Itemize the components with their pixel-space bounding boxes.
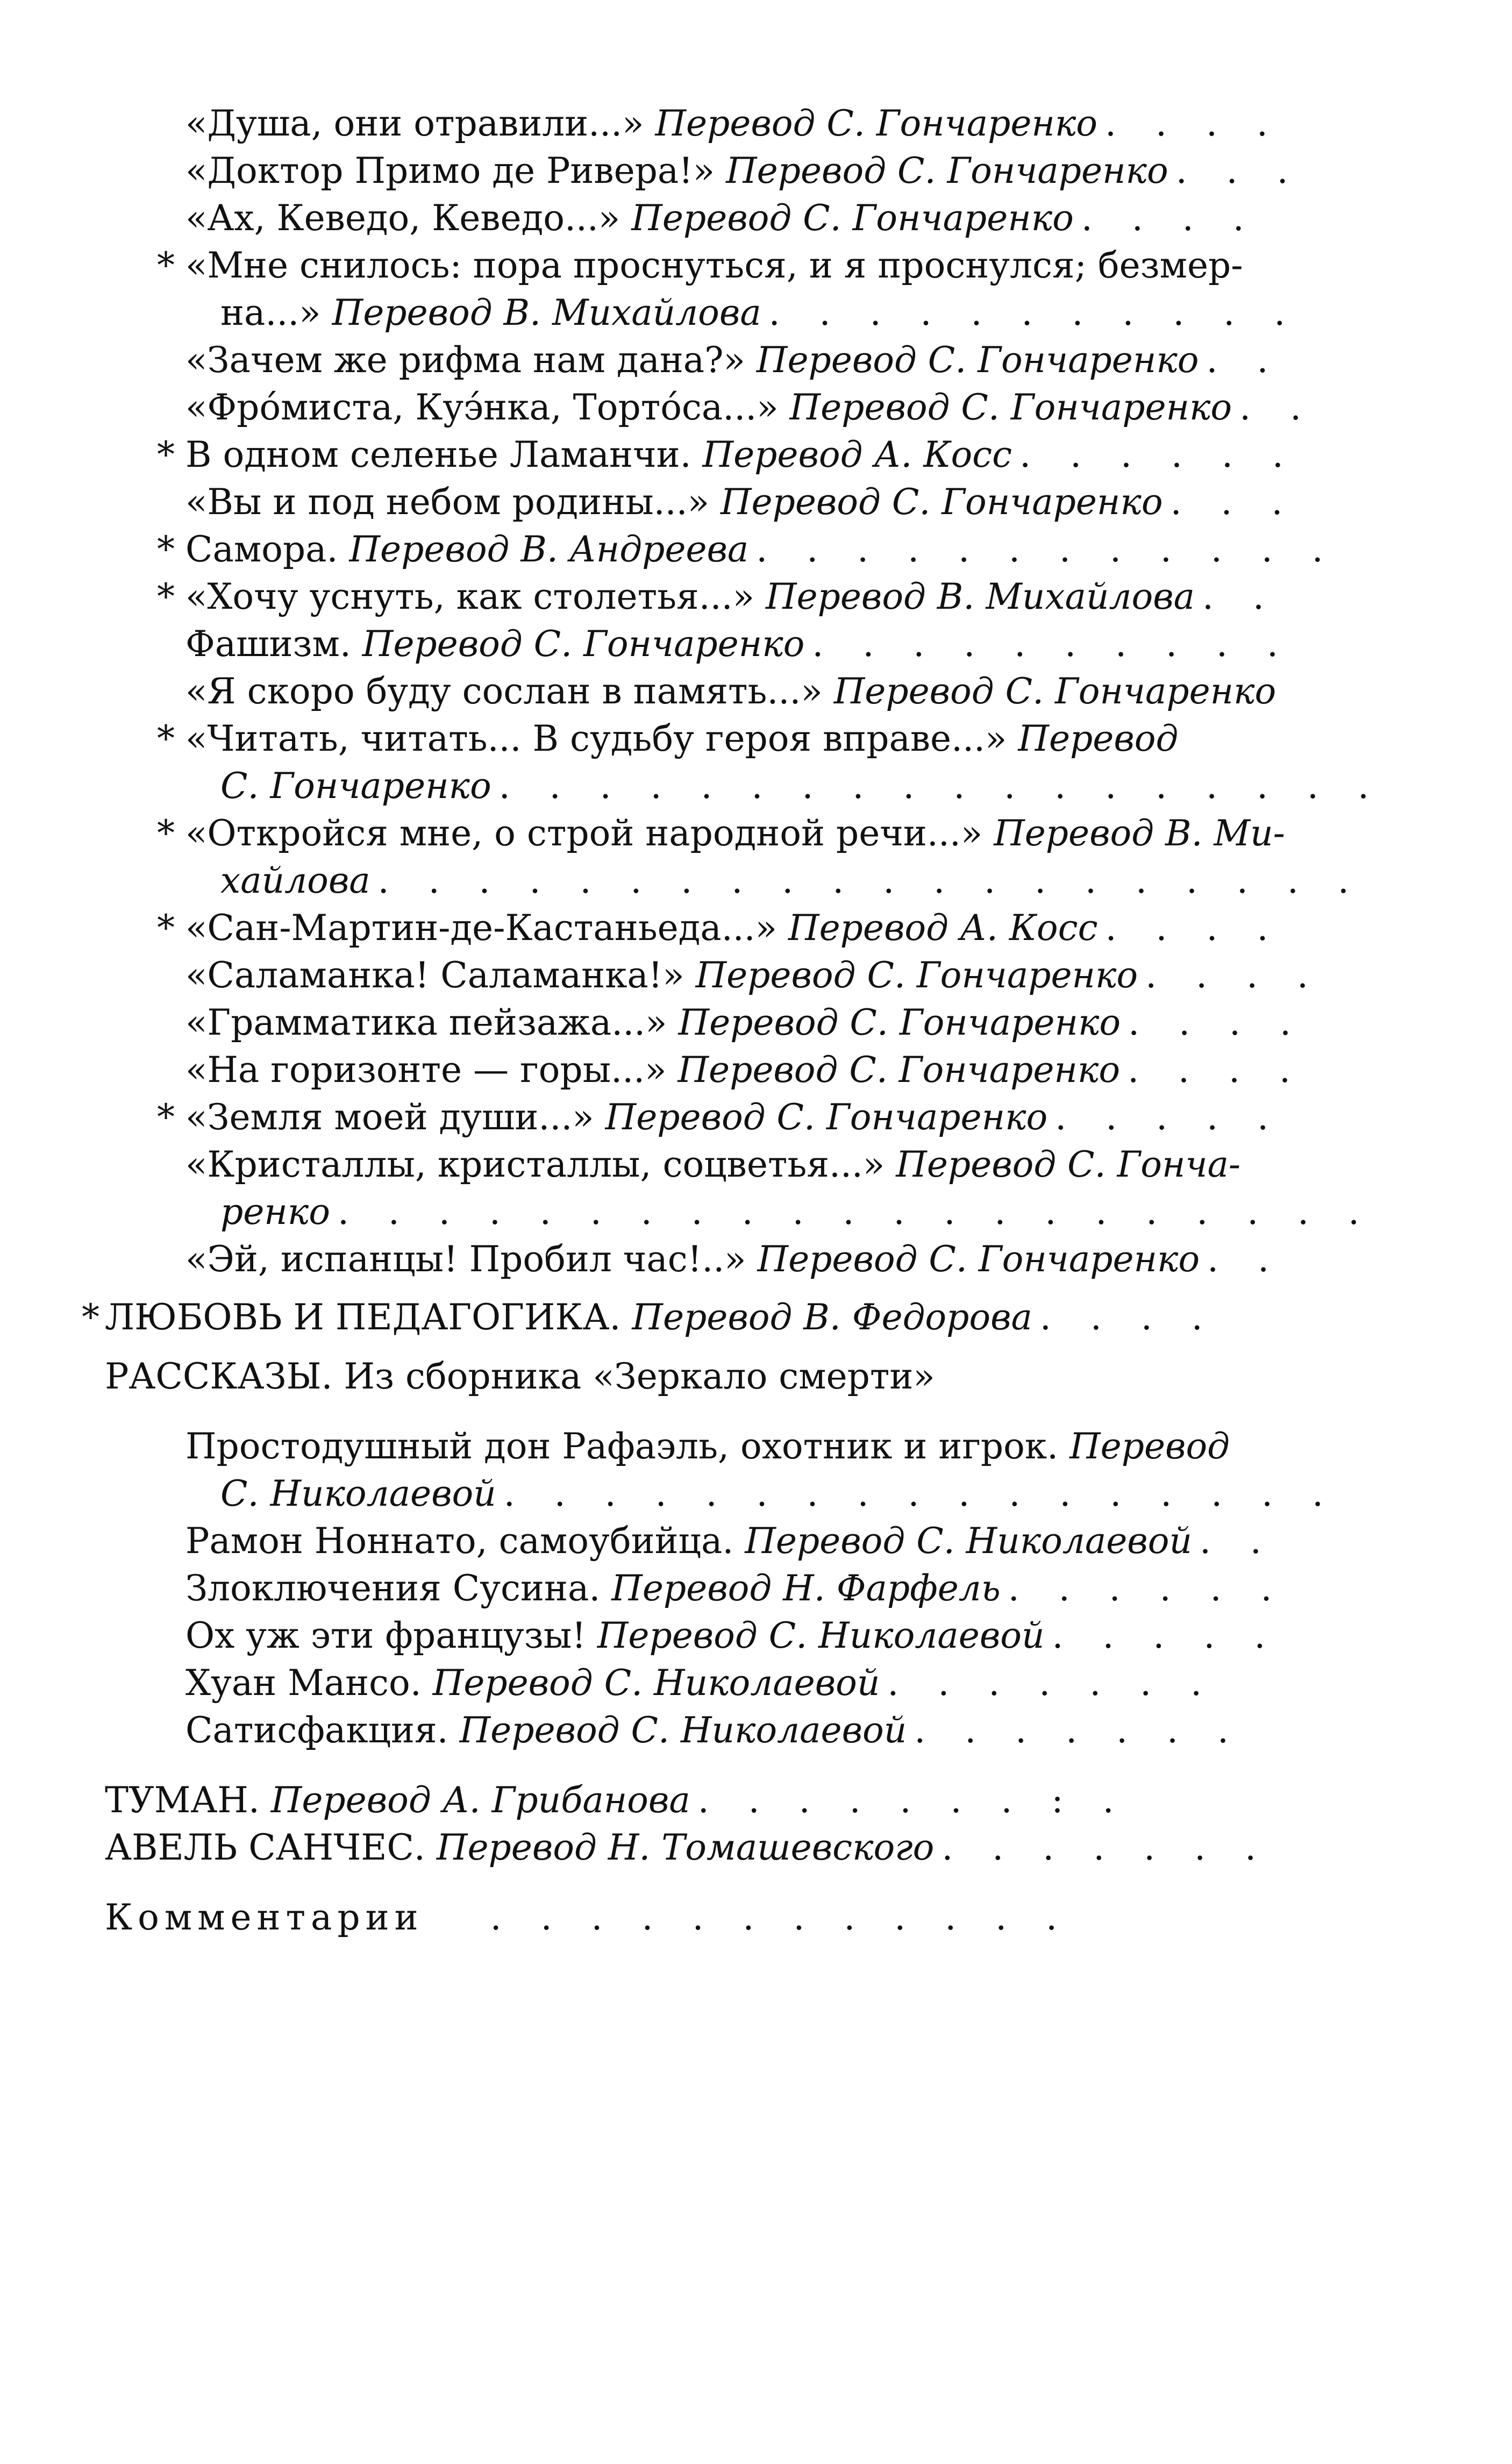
entry-translator: Перевод С. Гончаренко	[833, 671, 1276, 712]
section-title: ЛЮБОВЬ И ПЕДАГОГИКА.	[105, 1297, 632, 1338]
dot-leader: . .	[1202, 576, 1278, 617]
asterisk-marker: *	[157, 245, 175, 286]
toc-entry-continuation[interactable]	[220, 1472, 1338, 1515]
toc-entry[interactable]	[186, 1425, 1290, 1468]
entry-translator: Перевод В. Михайлова	[332, 292, 761, 333]
toc-entry[interactable]	[157, 528, 1337, 571]
section-title: РАССКАЗЫ. Из сборника «Зеркало смерти»	[105, 1356, 935, 1397]
toc-entry[interactable]	[186, 1614, 1290, 1657]
dot-leader: . . . . . . . . . .	[812, 623, 1292, 665]
toc-entry[interactable]	[186, 1049, 1304, 1092]
entry-translator: Перевод А. Косс	[788, 907, 1098, 949]
toc-entry-continuation[interactable]	[220, 1191, 1374, 1234]
asterisk-marker: *	[157, 813, 175, 854]
entry-translator: Перевод С. Николаевой	[432, 1662, 880, 1704]
dot-leader: . .	[1239, 387, 1316, 428]
entry-title: Простодушный дон Рафаэль, охотник и игрок.	[186, 1426, 1070, 1467]
entry-translator: Перевод С. Гончаренко	[677, 1049, 1121, 1091]
entry-title: Хуан Мансо.	[186, 1662, 433, 1704]
toc-entry[interactable]	[157, 812, 1290, 855]
toc-entry[interactable]	[186, 1143, 1290, 1186]
entry-title: «Читать, читать... В судьбу героя вправе...»	[186, 718, 1018, 759]
toc-entry[interactable]	[186, 102, 1290, 145]
asterisk-marker: *	[157, 434, 175, 475]
entry-translator: Перевод С. Николаевой	[459, 1710, 907, 1751]
dot-leader: . . . . . . . . . . . .	[490, 1897, 1072, 1938]
entry-title: «Вы и под небом родины...»	[186, 481, 721, 523]
entry-translator: Перевод В. Ми-	[994, 813, 1285, 854]
toc-entry-continuation[interactable]	[220, 859, 1363, 902]
asterisk-marker: *	[157, 907, 175, 949]
toc-entry-continuation[interactable]	[220, 765, 1383, 808]
toc-entry[interactable]	[186, 1520, 1290, 1563]
dot-leader: . . . . . . . . . . . .	[756, 529, 1337, 570]
entry-title: Сатисфакция.	[186, 1710, 460, 1751]
entry-translator: Перевод В. Федорова	[632, 1297, 1032, 1338]
toc-section-fog[interactable]	[105, 1779, 1290, 1822]
entry-translator: Перевод С. Гончаренко	[678, 1002, 1121, 1043]
entry-title: Ох уж эти французы!	[186, 1615, 597, 1656]
toc-entry[interactable]	[157, 1096, 1290, 1139]
entry-translator: С. Гончаренко	[220, 765, 491, 807]
toc-section-stories[interactable]	[105, 1355, 1290, 1398]
entry-title: «Мне снилось: пора проснуться, и я проснулся; безмер-	[186, 245, 1243, 286]
toc-entry[interactable]	[157, 433, 1297, 476]
asterisk-marker: *	[157, 529, 175, 570]
entry-translator: Перевод С. Гончаренко	[720, 481, 1163, 523]
entry-title: «Сан-Мартин-де-Кастаньеда...»	[186, 907, 789, 949]
toc-entry[interactable]	[186, 339, 1290, 382]
entry-translator: Перевод С. Гонча-	[896, 1144, 1241, 1185]
dot-leader: . .	[1206, 339, 1282, 381]
toc-entry[interactable]	[157, 717, 1290, 760]
toc-entry[interactable]	[186, 149, 1302, 193]
dot-leader: . . . .	[1145, 955, 1323, 996]
entry-title: на...»	[220, 292, 332, 333]
dot-leader: . . . . . . . . . . . . . . . . .	[503, 1473, 1338, 1514]
entry-title: «Хочу уснуть, как столетья...»	[186, 576, 766, 617]
toc-section-comments[interactable]	[105, 1896, 1290, 1939]
entry-translator: Перевод С. Гончаренко	[757, 1238, 1200, 1280]
entry-translator: Перевод В. Михайлова	[765, 576, 1195, 617]
asterisk-marker: *	[157, 576, 175, 617]
toc-entry[interactable]	[157, 575, 1290, 618]
toc-section-abel-sanchez[interactable]	[105, 1826, 1290, 1869]
entry-translator: Перевод С. Гончаренко	[756, 339, 1199, 381]
toc-section-love-and-pedagogy[interactable]	[82, 1296, 1290, 1339]
toc-entry-continuation[interactable]	[220, 291, 1300, 334]
entry-title: «Доктор Примо де Ривера!»	[186, 150, 726, 191]
dot-leader: . . . . .	[1055, 1096, 1283, 1138]
entry-title: Фашизм.	[186, 623, 362, 665]
toc-entry[interactable]	[186, 197, 1290, 240]
dot-leader: . . . . . . . . . . . . . . . . . .	[498, 765, 1383, 807]
toc-entry[interactable]	[186, 481, 1297, 524]
entry-title: «Откройся мне, о строй народной речи...»	[186, 813, 994, 854]
dot-leader: . . . . . . . . . . .	[768, 292, 1300, 333]
dot-leader: . . .	[1175, 150, 1302, 191]
dot-leader: . . . . .	[1052, 1615, 1280, 1656]
dot-leader: . .	[1199, 1520, 1275, 1562]
entry-translator: Перевод С. Гончаренко	[789, 387, 1232, 428]
entry-translator: Перевод	[1069, 1426, 1230, 1467]
dot-leader: . . . .	[1081, 197, 1258, 239]
entry-translator: Перевод А. Косс	[702, 434, 1012, 475]
dot-leader: . . . . . .	[1019, 434, 1297, 475]
entry-title: «На горизонте — горы...»	[186, 1049, 678, 1091]
entry-title: «Зачем же рифма нам дана?»	[186, 339, 757, 381]
entry-title: «Ах, Кеведо, Кеведо...»	[186, 197, 632, 239]
entry-translator: Перевод Н. Томашевского	[436, 1827, 935, 1868]
entry-translator: Перевод С. Гончаренко	[726, 150, 1168, 191]
entry-translator: С. Николаевой	[220, 1473, 496, 1514]
entry-translator: ренко	[220, 1191, 330, 1233]
dot-leader: . . . .	[1105, 103, 1282, 144]
entry-translator: Перевод С. Гончаренко	[605, 1096, 1048, 1138]
toc-entry[interactable]	[186, 1567, 1290, 1610]
entry-translator: Перевод А. Грибанова	[270, 1779, 690, 1821]
entry-translator: Перевод С. Николаевой	[745, 1520, 1192, 1562]
section-title: АВЕЛЬ САНЧЕС.	[105, 1827, 437, 1868]
entry-translator: Перевод С. Гончаренко	[655, 103, 1098, 144]
dot-leader: . . . .	[1105, 907, 1282, 949]
entry-title: Злоключения Сусина.	[186, 1568, 612, 1609]
dot-leader: . . .	[1170, 481, 1297, 523]
entry-title: «Земля моей души...»	[186, 1096, 605, 1138]
entry-title: Самора.	[186, 529, 350, 570]
entry-translator: Перевод С. Гончаренко	[631, 197, 1074, 239]
dot-leader: . . . . . . . : .	[697, 1779, 1128, 1821]
toc-entry[interactable]	[186, 386, 1316, 429]
entry-title: Рамон Ноннато, самоубийца.	[186, 1520, 745, 1562]
dot-leader: . . . . . . .	[914, 1710, 1243, 1751]
dot-leader: . . . .	[1039, 1297, 1217, 1338]
toc-entry[interactable]	[186, 1238, 1290, 1281]
toc-entry[interactable]	[186, 1709, 1290, 1752]
section-title: Комментарии	[105, 1897, 424, 1938]
asterisk-marker: *	[82, 1297, 99, 1338]
entry-translator: Перевод С. Гончаренко	[695, 955, 1138, 996]
toc-entry[interactable]	[186, 1662, 1290, 1705]
dot-leader: . . . .	[1128, 1049, 1304, 1091]
entry-title: В одном селенье Ламанчи.	[186, 434, 703, 475]
entry-title: «Грамматика пейзажа...»	[186, 1002, 679, 1043]
asterisk-marker: *	[157, 1096, 175, 1138]
entry-translator: Перевод С. Гончаренко	[362, 623, 805, 665]
section-title: ТУМАН.	[105, 1779, 271, 1821]
dot-leader: . .	[1207, 1238, 1283, 1280]
toc-entry[interactable]	[157, 244, 1290, 287]
dot-leader: . . . . . . . . . . . . . . . . . . . .	[377, 860, 1363, 901]
toc-entry[interactable]	[186, 623, 1290, 666]
dot-leader: . . . . . . .	[887, 1662, 1216, 1704]
entry-title: «Фро́миста, Куэ́нка, Торто́са...»	[186, 387, 790, 428]
entry-translator: Перевод Н. Фарфель	[611, 1568, 1001, 1609]
entry-translator: Перевод В. Андреева	[349, 529, 749, 570]
entry-title: «Душа, они отравили...»	[186, 103, 655, 144]
entry-title: «Саламанка! Саламанка!»	[186, 955, 696, 996]
asterisk-marker: *	[157, 718, 175, 759]
dot-leader: . . . .	[1128, 1002, 1305, 1043]
entry-translator: Перевод	[1018, 718, 1179, 759]
dot-leader: . . . . . . .	[942, 1827, 1271, 1868]
entry-title: «Эй, испанцы! Пробил час!..»	[186, 1238, 758, 1280]
toc-entry[interactable]	[157, 907, 1290, 950]
dot-leader: . . . . . . . . . . . . . . . . . . . . .	[337, 1191, 1374, 1233]
toc-entry[interactable]	[186, 670, 1290, 713]
dot-leader: . . . . . .	[1008, 1568, 1286, 1609]
entry-translator: Перевод С. Николаевой	[597, 1615, 1045, 1656]
entry-translator: хайлова	[220, 860, 370, 901]
entry-title: «Я скоро буду сослан в память...»	[186, 671, 834, 712]
entry-title: «Кристаллы, кристаллы, соцветья...»	[186, 1144, 896, 1185]
toc-entry[interactable]	[186, 1001, 1305, 1044]
toc-entry[interactable]	[186, 954, 1323, 997]
